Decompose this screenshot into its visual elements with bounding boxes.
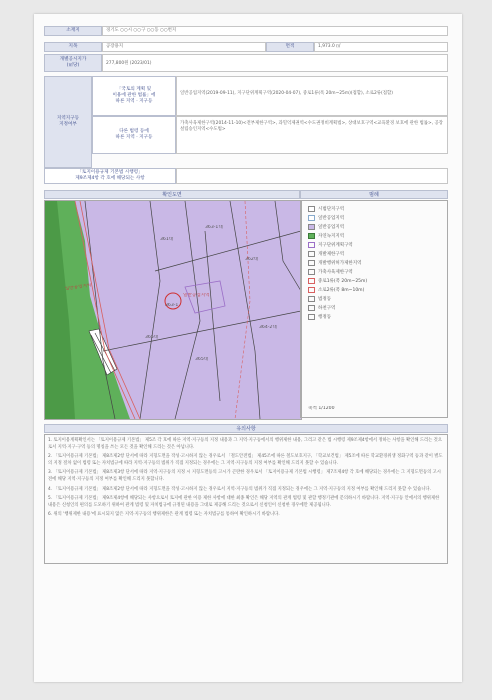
legend-item [308, 287, 364, 293]
legend-item [308, 224, 344, 230]
law1-label: 「국토의 계획 및 이용에 관한 법률」에 따른 지역 · 지구등 [92, 76, 176, 116]
legend-label: 행정동 [318, 315, 332, 320]
zoning-group-label: 지역지구등 지정여부 [44, 76, 92, 168]
area-label: 면적 [266, 42, 314, 52]
law3-value [176, 168, 448, 184]
legend-swatch [308, 206, 315, 212]
jimok-value: 공장용지 [102, 42, 266, 52]
legend-label: 법정동 [318, 297, 332, 302]
note-item: 6. 위의 '행위제한 내용'에 표시되지 않은 지역·지구등의 행위제한은 관계 법령 또는 자치법규를 통하여 확인하시기 바랍니다. [48, 512, 280, 518]
legend-swatch [308, 242, 315, 248]
jimok-label: 지목 [44, 42, 102, 52]
location-label: 소재지 [44, 26, 102, 36]
legend-item [308, 314, 331, 320]
law1-value: 일반공업지역(2019-09-11), 지구단위계획구역(2020-04-07), 중로1류(폭 20m~25m)(접합), 소로2류(접합) [176, 76, 448, 116]
legend-swatch [308, 215, 315, 221]
parcel-label: 362대 [245, 257, 259, 262]
parcel-label: 361대 [160, 237, 174, 242]
site-map[interactable] [44, 200, 302, 420]
parcel-label: 363-1 [165, 303, 179, 308]
note-item: 3. 「토지이용규제 기본법」 제8조제3항 단서에 따라 지역·지구등의 지정 시 지형도면등의 고시가 곤란한 경우로서 「토지이용규제 기본법 시행령」 제7조제4항 각 호에 해당되는 경우에는 그 지형도면등의 고시 전에 해당 지역·지구등의 지정 여부를 확인해 드리지 못합니다. [48, 470, 441, 482]
legend-label: 시범단지구역 [318, 207, 345, 212]
legend-item [308, 296, 331, 302]
legend-swatch [308, 287, 315, 293]
price-label: 개별공시지가 (㎡당) [44, 54, 102, 72]
note-item: 1. 토지이용계획확인서는 「토지이용규제 기본법」 제5조 각 호에 따른 지역·지구등의 지정 내용과 그 지역·지구등에서의 행위제한 내용, 그리고 같은 법 시행령 제9조제4항에서 정하는 사항을 확인해 드리는 것으로서 지역·지구·구역 등의 명칭을 쓰는 모든 것을 확인해 드리는 것은 아닙니다. [48, 438, 442, 450]
legend-title: 범례 [300, 190, 448, 199]
parcel-label: 364-2대 [259, 325, 277, 330]
law2-label: 다른 법령 등에 따른 지역 · 지구등 [92, 116, 176, 154]
zone-label: 일반공업지역 [64, 283, 92, 292]
legend-label: 일반공업지역 [318, 216, 345, 221]
legend-label: 일반공업지역 [318, 225, 345, 230]
legend-item [308, 242, 353, 248]
legend-item [308, 278, 367, 284]
notes-title: 유의사항 [44, 424, 448, 433]
note-item: 2. 「토지이용규제 기본법」 제8조제2항 단서에 따라 지형도면을 작성·고시하지 않는 경우로서 「철도안전법」 제45조에 따른 철도보호지구, 「학교보건법」 제5조에 따른 학교환경위생 정화구역 등과 같이 별도의 지정 절차 없이 법령 또는 자치법규에 따라 지역·지구등의 범위가 직접 지정되는 경우에는 그 지역·지구등의 지정 여부를 확인해 드리지 못할 수 있습니다. [48, 454, 443, 466]
law3-label: 「토지이용규제 기본법 시행령」 제9조제4항 각 호에 해당되는 사항 [44, 168, 176, 184]
legend-label: 중로1류(폭 20m~25m) [318, 279, 368, 284]
law2-value: 가축사육제한구역(2014-11-10)<전부제한구역>, 과밀억제권역<수도권정비계획법>, 상대보호구역<교육환경 보호에 관한 법률>, 공장설립승인지역<수도법> [176, 116, 448, 154]
map-title: 확인도면 [44, 190, 300, 199]
legend-label: 가축사육제한구역 [318, 270, 353, 275]
notes-list [48, 438, 444, 522]
legend-item [308, 251, 344, 257]
price-value: 277,800원 (2023/01) [102, 54, 448, 72]
map-scale: 축척 1/1200 [308, 406, 335, 411]
legend-item [308, 305, 335, 311]
location-value: 경기도 ○○시 ○○구 ○○동 ○○번지 [102, 26, 448, 36]
legend-swatch [308, 224, 315, 230]
note-item: 4. 「토지이용규제 기본법」 제8조제2항 단서에 따라 지형도면을 작성·고시하지 않는 경우로서 지역·지구등의 범위가 직접 지정되는 경우에는 그 지역·지구등의 지정 여부를 확인해 드리지 못할 수 있습니다. [48, 486, 431, 492]
parcel-label: 365대 [145, 335, 159, 340]
legend-item [308, 269, 353, 275]
document-sheet [34, 14, 462, 682]
legend-swatch [308, 278, 315, 284]
map-drawing [45, 201, 301, 419]
note-item: 5. 「토지이용규제 기본법」 제9조제4항에 해당되는 사항으로서 토지에 관한 이용 제한 사항에 대한 최종 확인은 해당 지역의 관계 법령 및 관할 행정기관에 문의하시기 바랍니다. 지역·지구등 안에서의 행위제한 내용은 신청인의 편의를 도모하기 위하여 관계 법령 및 자치법규에 규정된 내용을 그대로 제공해 드리는 것으로서 신청인이 신청한 경우에만 제공됩니다. [48, 496, 440, 508]
legend-swatch [308, 296, 315, 302]
legend-item [308, 233, 344, 239]
legend-swatch [308, 269, 315, 275]
legend-label: 지구단위계획구역 [318, 243, 353, 248]
legend-swatch [308, 314, 315, 320]
legend-item [308, 215, 344, 221]
legend-label: 하천구역 [318, 306, 336, 311]
zone-label: 일반공업지역 [183, 293, 210, 298]
legend-label: 소로2류(폭 8m~10m) [318, 288, 365, 293]
legend-item [308, 206, 344, 212]
legend-swatch [308, 251, 315, 257]
parcel-label: 365대 [195, 357, 209, 362]
legend-label: 개발제한구역 [318, 252, 345, 257]
legend-item [308, 260, 361, 266]
parcel-label: 363-1대 [205, 225, 223, 230]
legend-swatch [308, 260, 315, 266]
legend-label: 자연녹지지역 [318, 234, 345, 239]
legend-swatch [308, 305, 315, 311]
legend-swatch [308, 233, 315, 239]
area-value: 1,973.0 ㎡ [314, 42, 448, 52]
legend-label: 개발행위허가제한지역 [318, 261, 362, 266]
